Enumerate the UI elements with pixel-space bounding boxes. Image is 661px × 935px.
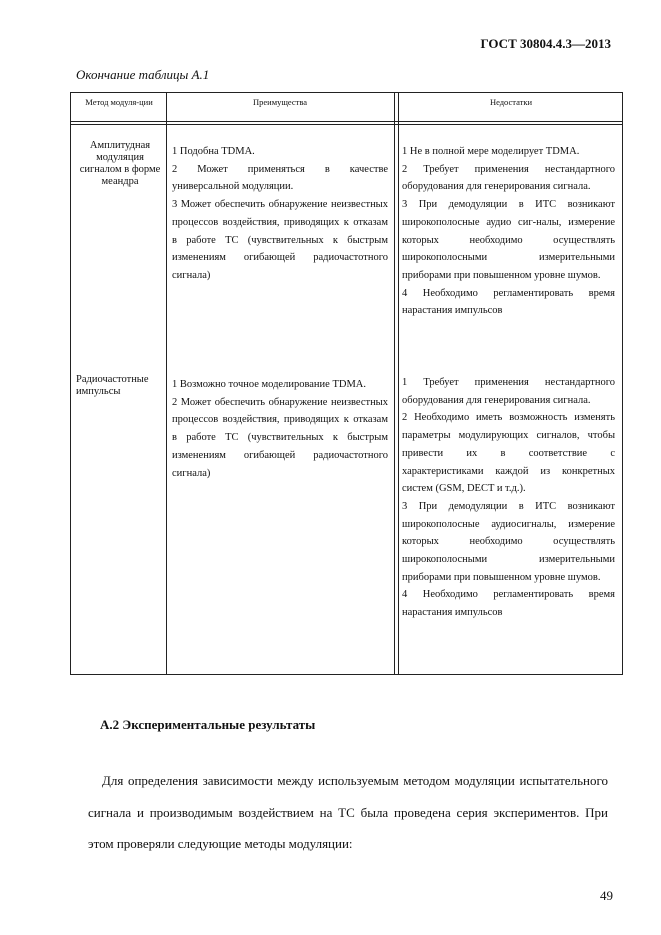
advantage-item: 1 Подобна TDMA. [172,146,255,157]
disadvantages-rf [402,374,615,622]
disadvantage-item: 1 Требует применения нестандартного оборудования для генерирования сигнала. [402,377,615,406]
paragraph-text: Для определения зависимости между используемым методом модуляции испытательного сигнала и производимым воздействием на ТС была проведена серия экспериментов. При этом проверяли следующие методы модуляции: [88,773,608,851]
disadvantage-item: 2 Необходимо иметь возможность изменять параметры модулирующих сигналов, чтобы привести их в соответствие с характеристиками каждой из конкретных систем (GSM, DECT и т.д.). [402,412,615,495]
advantage-item: 2 Может применяться в качестве универсальной модуляции. [172,163,388,193]
page-number: 49 [600,888,613,903]
table-caption: Окончание таблицы А.1 [76,67,210,82]
advantages-table [70,92,623,675]
section-heading: А.2 Экспериментальные результаты [100,717,316,732]
header-divider [71,124,622,125]
disadvantage-item: 4 Необходимо регламентировать время нарастания импульсов [402,287,615,317]
header-disadvantages: Недостатки [489,97,533,107]
method-am: Амплитудная модуляция сигналом в форме меандра [79,140,161,187]
advantages-am [172,143,388,285]
disadvantage-item: 3 При демодуляции в ИТС возникают широкополосные аудио сиг-налы, измерение которых необходимо осуществлять широкополосными измерительными приборами при повышенном уровне шумов. [402,199,615,281]
header-method: Метод модуля-ции [85,97,153,107]
disadvantage-item: 2 Требует применения нестандартного оборудования для генерирования сигнала. [402,163,615,193]
column-divider [394,93,395,674]
standard-number: ГОСТ 30804.4.3—2013 [480,36,611,51]
advantages-rf [172,376,388,482]
method-rf-pulses: Радиочастотные импульсы [76,374,149,397]
disadvantage-item: 3 При демодуляции в ИТС возникают широкополосные аудиосигналы, измерение которых необходимо осуществлять широкополосными измерительными приборами при повышенном уровне шумов. [402,500,615,583]
disadvantage-item: 4 Необходимо регламентировать время нарастания импульсов [402,589,615,619]
header-divider [71,121,622,122]
advantage-item: 1 Возможно точное моделирование TDMA. [172,379,366,390]
column-divider [166,93,167,674]
column-divider [398,93,399,674]
body-paragraph [88,765,608,860]
disadvantages-am [402,143,615,320]
advantage-item: 3 Может обеспечить обнаружение неизвестных процессов воздействия, приводящих к отказам в работе ТС (чувствительных к быстрым изменениям огибающей радиочастотного сигнала) [172,199,388,281]
disadvantage-item: 1 Не в полной мере моделирует TDMA. [402,146,580,157]
advantage-item: 2 Может обеспечить обнаружение неизвестных процессов воздействия, приводящих к отказам в работе ТС (чувствительных к быстрым изменениям огибающей радиочастотного сигнала) [172,396,388,479]
header-advantages: Преимущества [252,97,308,107]
